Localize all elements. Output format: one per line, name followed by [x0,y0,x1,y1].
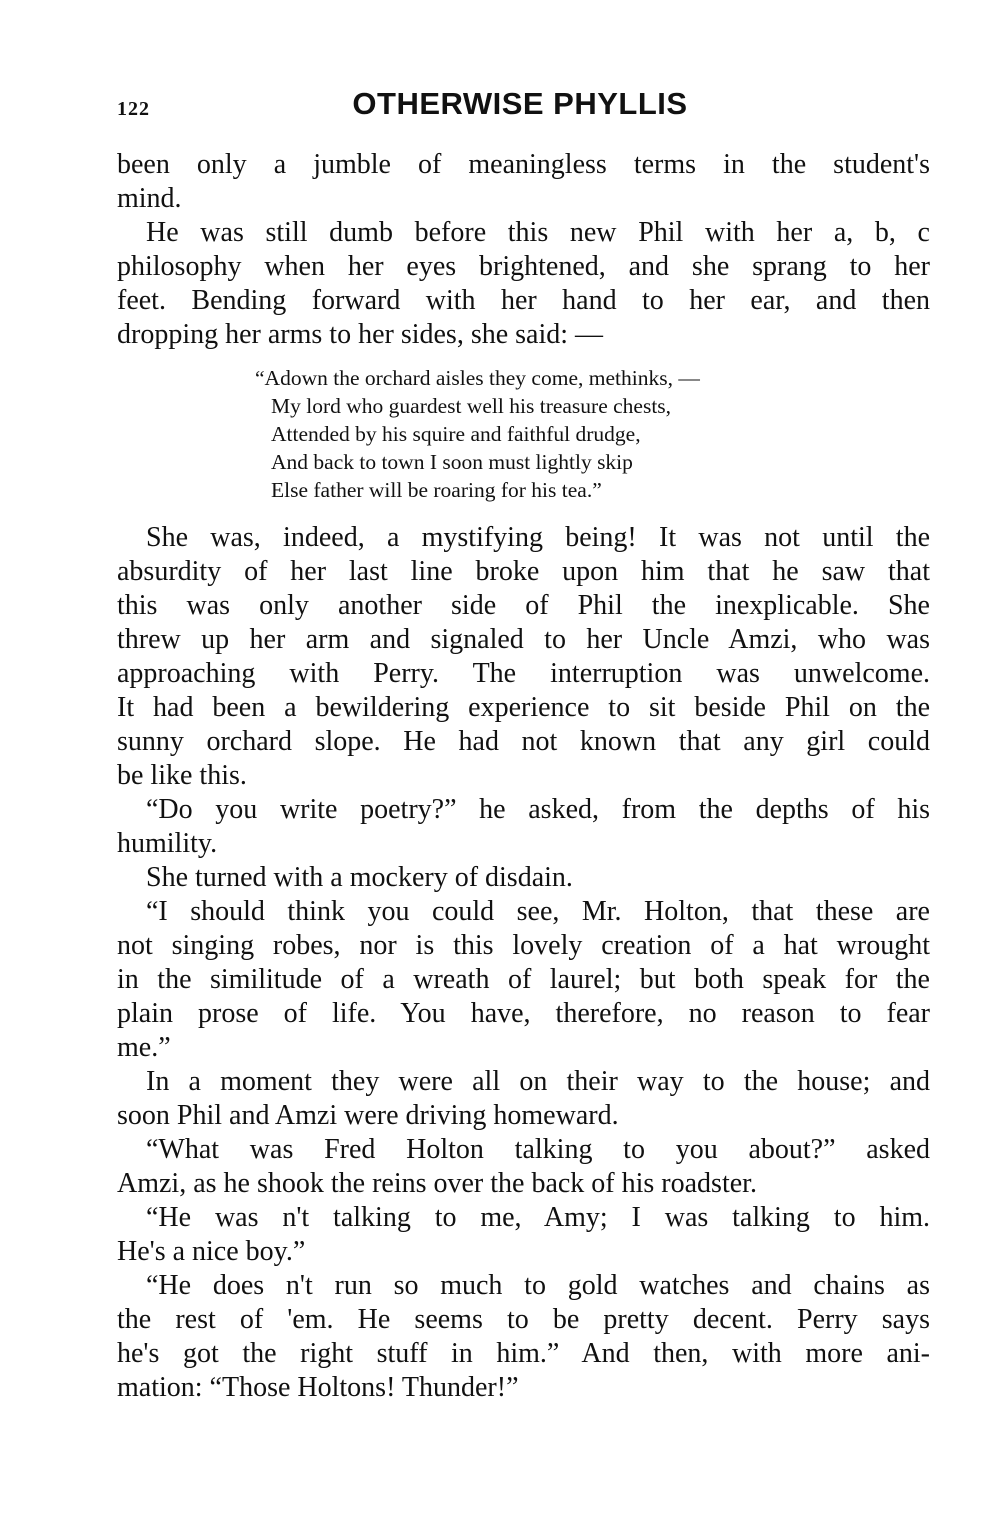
poem-line: Else father will be roaring for his tea.” [271,478,602,502]
text-line: soon Phil and Amzi were driving homeward. [117,1100,619,1131]
text-line: dropping her arms to her sides, she said: — [117,319,604,350]
text-line: threw up her arm and signaled to her Uncle Amzi, who was [117,624,930,655]
text-line: mind. [117,183,182,214]
page-number: 122 [117,98,150,120]
text-line: Amzi, as he shook the reins over the back of his roadster. [117,1168,757,1199]
text-line: plain prose of life. You have, therefore, no reason to fear [117,998,930,1029]
text-line: been only a jumble of meaningless terms in the student's [117,149,930,180]
text-line: philosophy when her eyes brightened, and she sprang to her [117,251,930,282]
text-line: She was, indeed, a mystifying being! It was not until the [146,522,930,553]
text-line: the rest of 'em. He seems to be pretty decent. Perry says [117,1304,930,1335]
poem-line: My lord who guardest well his treasure chests, [271,394,672,418]
text-line: humility. [117,828,218,859]
text-line: It had been a bewildering experience to sit beside Phil on the [117,692,930,723]
text-line: in the similitude of a wreath of laurel; but both speak for the [117,964,930,995]
text-line: absurdity of her last line broke upon him that he saw that [117,556,930,587]
running-title: OTHERWISE PHYLLIS [352,86,688,121]
text-line: feet. Bending forward with her hand to her ear, and then [117,285,930,316]
poem-line: Attended by his squire and faithful drudge, [271,422,641,446]
text-line: me.” [117,1032,171,1063]
text-line: “What was Fred Holton talking to you about?” asked [146,1134,930,1165]
text-line: this was only another side of Phil the inexplicable. She [117,590,930,621]
text-line: He's a nice boy.” [117,1236,306,1267]
text-line: “I should think you could see, Mr. Holton, that these are [146,896,930,927]
text-line: mation: “Those Holtons! Thunder!” [117,1372,519,1403]
text-line: “He was n't talking to me, Amy; I was talking to him. [146,1202,930,1233]
text-line: sunny orchard slope. He had not known that any girl could [117,726,930,757]
text-line: “He does n't run so much to gold watches and chains as [146,1270,930,1301]
text-line: “Do you write poetry?” he asked, from the depths of his [146,794,930,825]
poem-line: And back to town I soon must lightly skip [271,450,633,474]
text-line: She turned with a mockery of disdain. [146,862,573,893]
text-line: In a moment they were all on their way to the house; and [146,1066,930,1097]
text-line: be like this. [117,760,247,791]
poem-line: “Adown the orchard aisles they come, methinks, — [255,366,700,390]
text-line: he's got the right stuff in him.” And then, with more ani- [117,1338,930,1369]
text-line: He was still dumb before this new Phil with her a, b, c [146,217,930,248]
text-line: approaching with Perry. The interruption was unwelcome. [117,658,930,689]
text-line: not singing robes, nor is this lovely creation of a hat wrought [117,930,930,961]
